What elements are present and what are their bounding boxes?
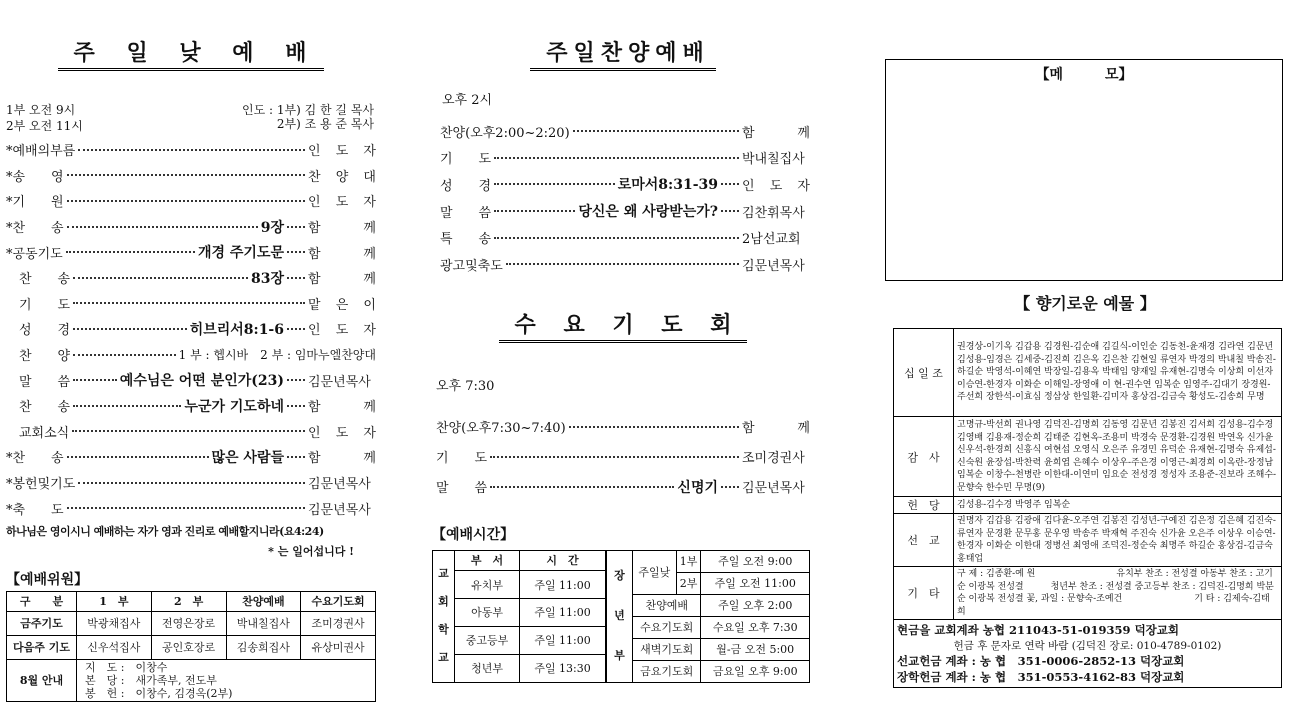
order-content: 1 부 : 헵시바 2 부 : 임마누엘찬양대 (178, 348, 376, 363)
school-dept: 청년부 (455, 654, 520, 682)
adult-label-char: 년 (614, 609, 625, 623)
dot-leader (67, 174, 305, 176)
order-person: 함 께 (308, 451, 376, 467)
offering-category: 십 일 조 (894, 329, 954, 417)
dot-leader (78, 149, 305, 151)
school-time: 주일 11:00 (520, 626, 606, 654)
order-person: 함 께 (308, 246, 376, 262)
dot-leader (67, 456, 209, 458)
order-label: 기 도 (6, 297, 71, 313)
committee-table (6, 591, 376, 702)
adult-schedule-table (606, 550, 810, 683)
school-header: 시 간 (520, 550, 606, 571)
praise-worship-title: 주일찬양예배 (432, 36, 814, 67)
order-label: 찬 송 (6, 400, 71, 416)
account-box (893, 620, 1282, 688)
order-person: 김문년목사 (308, 374, 371, 390)
order-label: *공동기도 (6, 246, 63, 262)
committee-header: 찬양예배 (226, 591, 301, 611)
committee-cell: 조미경권사 (301, 611, 376, 635)
wednesday-order-list (432, 412, 814, 502)
offering-names: 권경상-이기옥 김갑용 김경원-김순애 김길식-이인순 김동천-윤재경 김라연 김문년 김성용-임경은 김세중-김진희 김은옥 김은찬 김현일 류연자 박경의 박내칠 박송진-하길순 박영석-이혜연 박장일-김용옥 박태임 양재일 유재현-김명숙 이상희 이선자 이승연-한경자 이화순 이해일-장영애 이 현-권수연 임복순 임영주-김대기 장경원-주선희 장한석-이효심 정삼상 한일환-김미자 홍상검-김금숙 황성도-김송희 무명 (954, 329, 1282, 417)
school-label-char: 학 (438, 623, 449, 637)
order-row (440, 198, 810, 225)
offering-table (893, 328, 1282, 620)
order-label: *봉헌및기도 (6, 477, 76, 493)
committee-header: 수요기도회 (301, 591, 376, 611)
order-label: 교회소식 (6, 425, 70, 441)
order-row (6, 495, 376, 521)
adult-time: 주일 오전 11:00 (701, 572, 810, 594)
order-person: 인 도 자 (308, 425, 376, 441)
morning-time-1: 1부 오전 9시 (6, 103, 76, 117)
dot-leader (721, 183, 739, 185)
order-person: 김문년목사 (742, 481, 805, 497)
school-header: 부 서 (455, 550, 520, 571)
offering-row (894, 567, 1282, 620)
school-dept: 아동부 (455, 599, 520, 627)
order-content: 당신은 왜 사랑받는가? (578, 204, 718, 221)
dot-leader (73, 379, 117, 381)
dot-leader (67, 200, 305, 202)
committee-cell: 김송희집사 (226, 635, 301, 659)
order-row (436, 472, 810, 502)
order-label: *송 영 (6, 169, 64, 185)
order-label: 광고및축도 (440, 258, 503, 274)
dot-leader (78, 482, 305, 484)
dot-leader (287, 456, 305, 458)
dot-leader (494, 237, 739, 239)
order-label: 찬양(오후2:00~2:20) (440, 125, 570, 141)
adult-time: 금요일 오후 9:00 (701, 660, 810, 682)
dot-leader (73, 328, 187, 330)
order-label: *찬 송 (6, 221, 64, 237)
school-schedule-table (432, 550, 606, 683)
order-person: 인 도 자 (308, 144, 376, 160)
order-label: *찬 송 (6, 451, 64, 467)
praise-time: 오후 2시 (442, 93, 493, 108)
morning-worship-title: 주 일 낮 예 배 (6, 36, 376, 67)
order-row (440, 145, 810, 172)
order-person: 찬 양 대 (308, 169, 376, 185)
dot-leader (73, 302, 305, 304)
guide-line: 지 도 : 이창수 (85, 660, 168, 674)
offering-row (894, 514, 1282, 567)
school-label-char: 교 (438, 567, 449, 581)
committee-cell: 박내칠집사 (226, 611, 301, 635)
account-mission: 선교헌금 계좌 : 농 협 351-0006-2852-13 덕장교회 (897, 654, 1185, 668)
order-label: 말 씀 (440, 205, 492, 221)
order-person: 맡 은 이 (308, 297, 376, 313)
order-row (6, 367, 376, 393)
dot-leader (569, 426, 739, 428)
committee-cell: 다음주 기도 (7, 635, 77, 659)
order-label: *기 원 (6, 195, 64, 211)
guide-line: 본 당 : 새가족부, 전도부 (85, 673, 217, 687)
adult-service: 수요기도회 (633, 616, 701, 638)
offering-names: 권명자 김갑용 김광애 김다윤-오주연 김봉진 김성년-구예진 김은정 김은혜 김진숙-류연자 문경환 문무홍 문우영 박송주 박재혁 주진숙 신가윤 오은주 이상우 이승연-한경자 이화순 이한대 정병선 최영애 조덕진-정순숙 최명주 하길순 홍상검-김금숙 홍태업 (954, 514, 1282, 567)
dot-leader (72, 430, 305, 432)
committee-cell: 전영은장로 (151, 611, 226, 635)
order-person: 인 도 자 (308, 323, 376, 339)
morning-leader-2: 2부) 조 용 준 목사 (276, 117, 374, 131)
committee-header: 2 부 (151, 591, 226, 611)
adult-time: 월-금 오전 5:00 (701, 638, 810, 660)
order-person: 함 께 (308, 221, 376, 237)
order-person: 함 께 (308, 272, 376, 288)
order-person: 조미경권사 (742, 451, 805, 467)
wednesday-time: 오후 7:30 (436, 378, 495, 394)
dot-leader (287, 405, 305, 407)
adult-time: 수요일 오후 7:30 (701, 616, 810, 638)
order-row (6, 188, 376, 214)
school-dept: 중고등부 (455, 626, 520, 654)
order-content: 예수님은 어떤 분인가(23) (119, 373, 284, 390)
school-time: 주일 11:00 (520, 571, 606, 599)
order-row (436, 442, 810, 472)
praise-order-list (432, 118, 814, 278)
order-content: 누군가 기도하네 (184, 398, 284, 415)
offering-category: 감 사 (894, 417, 954, 497)
committee-cell: 신우석집사 (77, 635, 152, 659)
order-row (6, 239, 376, 265)
order-label: 말 씀 (6, 374, 71, 390)
order-row (6, 291, 376, 317)
dot-leader (73, 354, 176, 356)
committee-cell: 금주기도 (7, 611, 77, 635)
guide-row (7, 659, 376, 701)
order-content: 신명기 (677, 479, 718, 496)
order-row (6, 393, 376, 419)
offering-names: 구 제 : 김종환-예 원 유치부 찬조 : 전성결 아동부 찬조 : 고기순 이광복 전성결 청년부 찬조 : 전성결 중고등부 찬조 : 김덕진-김명희 박분순 이광복 전성결 꽃, 과일 : 문향숙-조예건 기 타 : 김제숙-김태희 (954, 567, 1282, 620)
afternoon-column (432, 0, 814, 683)
memo-box (885, 59, 1283, 281)
scripture-verse: 하나님은 영이시니 예배하는 자가 영과 진리로 예배할지니라(요4:24) (6, 524, 324, 538)
dot-leader (494, 183, 615, 185)
order-person: 박내칠집사 (742, 152, 805, 168)
dot-leader (573, 130, 739, 132)
memo-offering-column (885, 0, 1285, 688)
offering-category: 선 교 (894, 514, 954, 567)
dot-leader (506, 263, 739, 265)
committee-header: 1 부 (77, 591, 152, 611)
school-label-char: 회 (438, 595, 449, 609)
order-label: 성 경 (440, 178, 492, 194)
order-row (6, 163, 376, 189)
dot-leader (73, 277, 248, 279)
stand-note: * 는 일어섭니다 ! (268, 544, 354, 558)
order-label: *예배의부름 (6, 144, 76, 160)
adult-service: 새벽기도회 (633, 638, 701, 660)
dot-leader (494, 210, 575, 212)
order-person: 인 도 자 (308, 195, 376, 211)
offering-category: 헌 당 (894, 497, 954, 514)
adult-service: 찬양예배 (633, 594, 701, 616)
schedule-tables (432, 550, 814, 683)
committee-row (7, 635, 376, 659)
order-content: 83장 (250, 270, 284, 287)
dot-leader (287, 379, 305, 381)
order-row (6, 137, 376, 163)
committee-header: 구 분 (7, 591, 77, 611)
order-content: 히브리서8:1-6 (189, 321, 284, 338)
morning-leader-1: 인도 : 1부) 김 한 길 목사 (242, 103, 374, 117)
committee-row (7, 611, 376, 635)
order-label: 특 송 (440, 232, 492, 248)
dot-leader (287, 277, 305, 279)
adult-label-char: 장 (614, 569, 625, 583)
morning-header-info (6, 101, 376, 137)
order-label: 찬 양 (6, 349, 71, 365)
order-label: 성 경 (6, 323, 71, 339)
order-label: 찬 송 (6, 272, 71, 288)
order-row (440, 224, 810, 251)
order-row (6, 419, 376, 445)
dot-leader (66, 251, 195, 253)
order-person: 함 께 (742, 421, 810, 437)
committee-title: 【예배위원】 (6, 571, 89, 588)
school-label (433, 550, 455, 682)
adult-service: 금요기도회 (633, 660, 701, 682)
committee-header-row (7, 591, 376, 611)
morning-time-2: 2부 오전 11시 (6, 119, 83, 133)
dot-leader (490, 486, 674, 488)
dot-leader (67, 507, 305, 509)
order-person: 김문년목사 (742, 258, 805, 274)
adult-label-char: 부 (614, 649, 625, 663)
school-dept: 유치부 (455, 571, 520, 599)
dot-leader (287, 328, 305, 330)
order-content: 9장 (260, 219, 284, 236)
dot-leader (721, 486, 739, 488)
dot-leader (287, 226, 305, 228)
adult-time: 주일 오후 2:00 (701, 594, 810, 616)
order-row (6, 470, 376, 496)
order-label: *축 도 (6, 502, 64, 518)
order-person: 김문년목사 (308, 477, 371, 493)
committee-cell: 박광채집사 (77, 611, 152, 635)
dot-leader (67, 226, 258, 228)
offering-category: 기 타 (894, 567, 954, 620)
order-row (440, 171, 810, 198)
offering-row (894, 417, 1282, 497)
offering-names: 고명규-박선희 권나영 김덕진-김명희 김동영 김문년 김봉진 김서희 김성용-김수경 김영배 김용재-정순희 김태준 김현옥-조용미 박경숙 문경환-김경원 박연옥 신가윤 신우석-한경희 신흥식 여현섭 오영식 오은주 유경민 유덕순 유재현-김명숙 유제섭-신숙원 윤장섭-박찬력 윤희엽 은혜수 이상우-주은경 이영근-최경희 이옥란-장정남 임복순 이창수-천병란 이한대-이연미 임요순 전성경 정성자 조용준-진보라 조해수-문향숙 한수민 무명(9) (954, 417, 1282, 497)
school-time: 주일 13:30 (520, 654, 606, 682)
guide-line: 봉 헌 : 이창수, 김경옥(2부) (85, 686, 233, 700)
order-content: 개경 주기도문 (197, 245, 284, 262)
dot-leader (721, 210, 739, 212)
order-label: 찬양(오후7:30~7:40) (436, 421, 566, 437)
morning-order-list (6, 137, 376, 521)
order-row (436, 412, 810, 442)
adult-part: 2부 (676, 572, 701, 594)
wednesday-title: 수 요 기 도 회 (432, 308, 814, 339)
committee-cell: 유상미권사 (301, 635, 376, 659)
offering-row (894, 497, 1282, 514)
dot-leader (73, 405, 181, 407)
account-main: 현금을 교회계좌 농협 211043-51-019359 덕장교회 (897, 623, 1179, 637)
adult-time: 주일 오전 9:00 (701, 550, 810, 572)
schedule-title: 【예배시간】 (432, 526, 515, 543)
order-row (6, 342, 376, 368)
adult-service: 주일낮 (633, 550, 677, 594)
memo-title: 【메 모】 (1035, 67, 1133, 83)
guide-label: 8월 안내 (7, 659, 77, 701)
offering-title: 【 향기로운 예물 】 (1014, 294, 1156, 313)
order-person: 함 께 (308, 400, 376, 416)
order-person: 인 도 자 (742, 178, 810, 194)
dot-leader (490, 456, 739, 458)
dot-leader (287, 251, 305, 253)
offering-row (894, 329, 1282, 417)
adult-label (607, 550, 633, 682)
order-content: 많은 사람들 (211, 449, 284, 466)
order-person: 김문년목사 (308, 502, 371, 518)
account-scholarship: 장학헌금 계좌 : 농 협 351-0553-4162-83 덕장교회 (897, 670, 1185, 684)
morning-worship-column (6, 0, 376, 702)
committee-cell: 공인호장로 (151, 635, 226, 659)
order-person: 2남선교회 (742, 232, 801, 248)
order-content: 로마서8:31-39 (617, 177, 718, 194)
order-row (440, 118, 810, 145)
order-row (6, 265, 376, 291)
order-row (6, 214, 376, 240)
account-note: 헌금 후 문자로 연락 바람 (김덕진 장로: 010-4789-0102) (953, 640, 1222, 652)
order-label: 기 도 (436, 451, 488, 467)
order-row (440, 251, 810, 278)
guide-lines (77, 659, 376, 701)
order-label: 말 씀 (436, 481, 488, 497)
adult-part: 1부 (676, 550, 701, 572)
order-person: 김찬휘목사 (742, 205, 805, 221)
order-person: 함 께 (742, 125, 810, 141)
school-label-char: 교 (438, 651, 449, 665)
order-row (6, 444, 376, 470)
offering-names: 김성용-김수경 박영주 임복순 (954, 497, 1282, 514)
order-row (6, 316, 376, 342)
dot-leader (494, 157, 739, 159)
school-time: 주일 11:00 (520, 599, 606, 627)
order-label: 기 도 (440, 152, 492, 168)
